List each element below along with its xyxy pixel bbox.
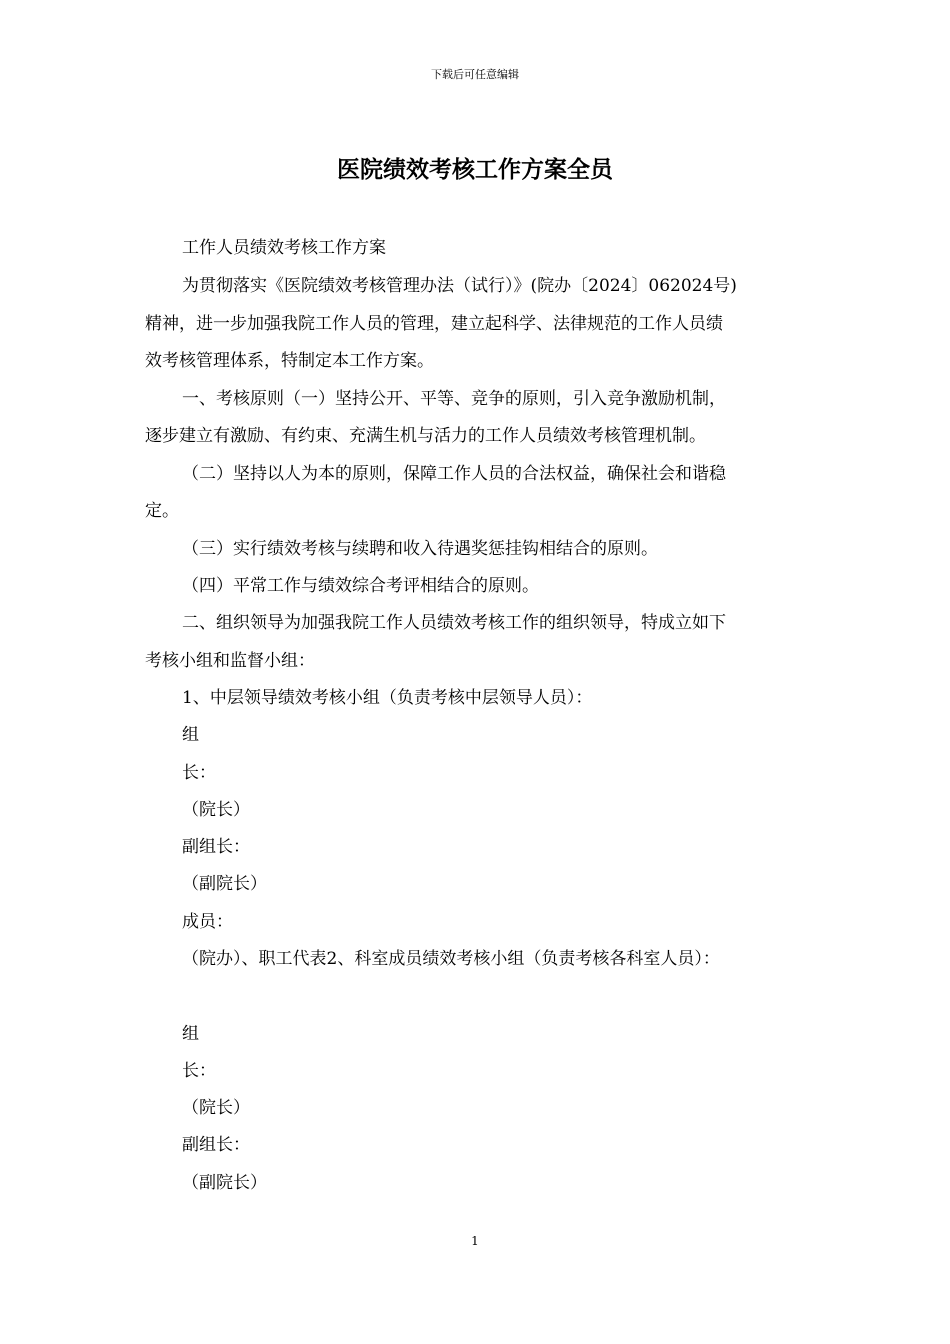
paragraph-line: 效考核管理体系，特制定本工作方案。: [145, 351, 434, 371]
paragraph-line: 副组长：: [182, 837, 250, 857]
paragraph-line: （四）平常工作与绩效综合考评相结合的原则。: [182, 576, 539, 596]
page-number: 1: [471, 1234, 479, 1248]
paragraph-line: 长：: [182, 763, 216, 783]
header-note: 下载后可任意编辑: [431, 68, 519, 81]
paragraph-line: （副院长）: [182, 874, 267, 894]
paragraph-line: 组: [182, 1024, 199, 1044]
paragraph-line: 长：: [182, 1061, 216, 1081]
paragraph-line: 考核小组和监督小组：: [145, 651, 315, 671]
document-title: 医院绩效考核工作方案全员: [337, 156, 613, 183]
paragraph-line: 定。: [145, 501, 179, 521]
paragraph-line: （二）坚持以人为本的原则，保障工作人员的合法权益，确保社会和谐稳: [182, 464, 726, 484]
paragraph-line: （院办）、职工代表2、科室成员绩效考核小组（负责考核各科室人员）：: [182, 949, 720, 969]
paragraph-line: （院长）: [182, 800, 250, 820]
paragraph-line: （三）实行绩效考核与续聘和收入待遇奖惩挂钩相结合的原则。: [182, 539, 658, 559]
paragraph-line: 一、考核原则（一）坚持公开、平等、竞争的原则，引入竞争激励机制，: [182, 389, 726, 409]
paragraph-line: 为贯彻落实《医院绩效考核管理办法（试行）》(院办〔2024〕062024号): [182, 276, 737, 296]
paragraph-line: 成员：: [182, 912, 233, 932]
paragraph-line: （院长）: [182, 1098, 250, 1118]
paragraph-line: 副组长：: [182, 1135, 250, 1155]
paragraph-line: 组: [182, 725, 199, 745]
paragraph-line: 工作人员绩效考核工作方案: [182, 238, 386, 258]
paragraph-line: 二、组织领导为加强我院工作人员绩效考核工作的组织领导，特成立如下: [182, 613, 726, 633]
paragraph-line: 精神，进一步加强我院工作人员的管理，建立起科学、法律规范的工作人员绩: [145, 314, 723, 334]
paragraph-line: （副院长）: [182, 1173, 267, 1193]
paragraph-line: 1、中层领导绩效考核小组（负责考核中层领导人员）：: [182, 688, 593, 708]
paragraph-line: 逐步建立有激励、有约束、充满生机与活力的工作人员绩效考核管理机制。: [145, 426, 706, 446]
